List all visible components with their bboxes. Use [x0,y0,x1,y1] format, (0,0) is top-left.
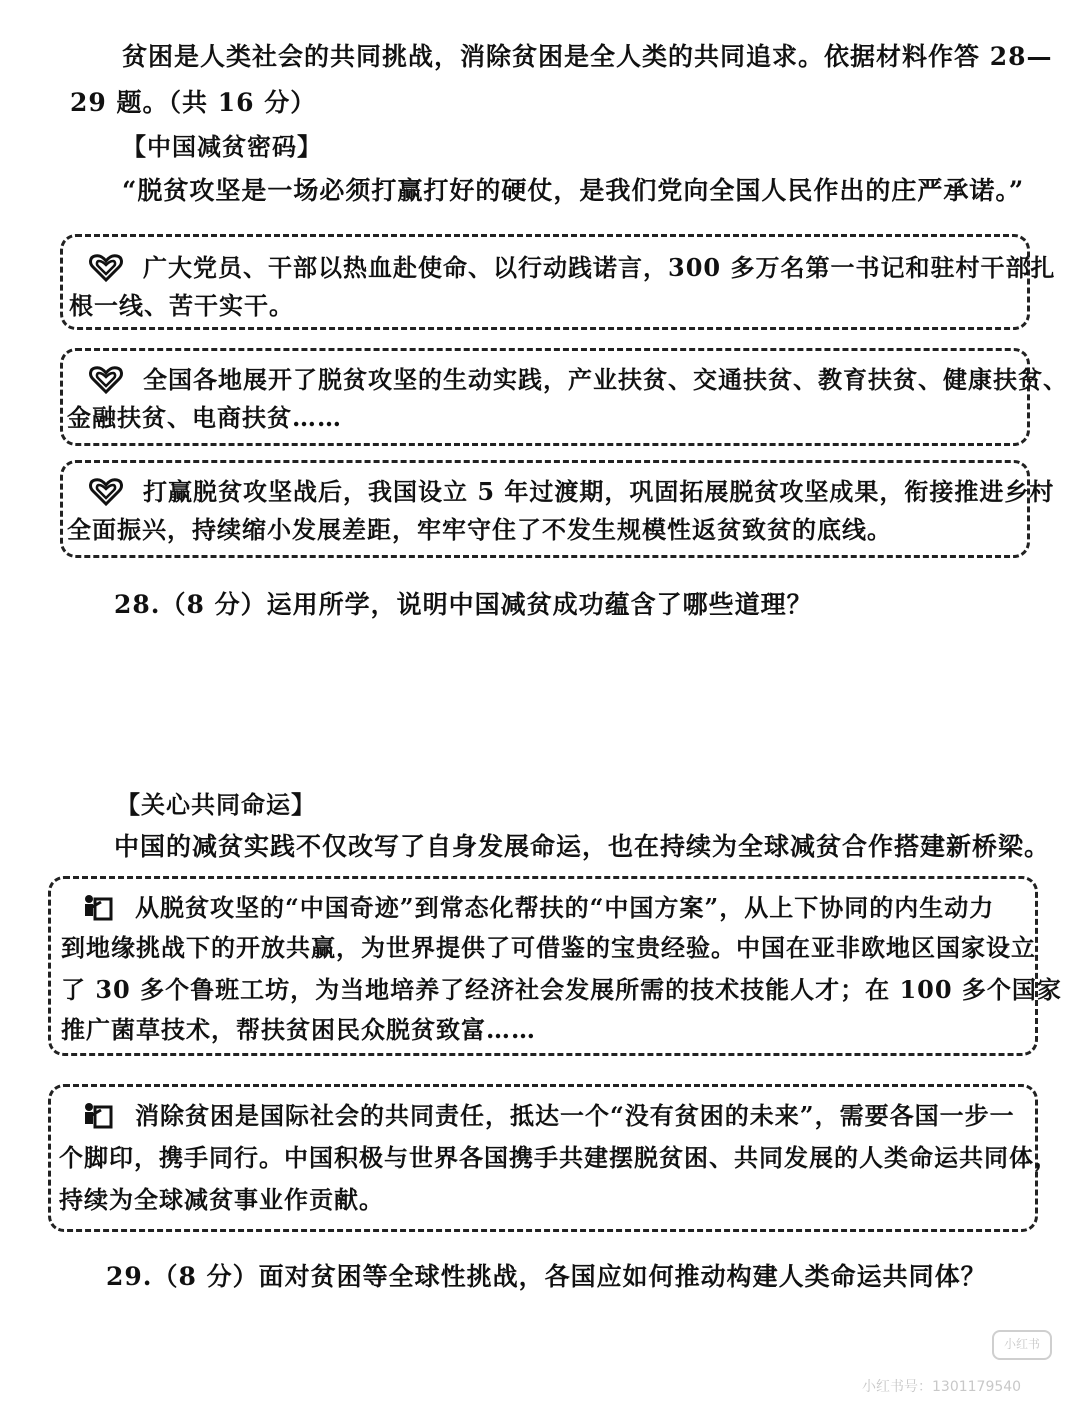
box1-line-2: 根一线、苦干实干。 [69,291,294,320]
watermark-text: 小红书号：1301179540 [862,1379,1022,1395]
intro-line-2: 29 题。（共 16 分） [70,88,317,117]
box4-line-3: 了 30 多个鲁班工坊，为当地培养了经济社会发展所需的技术技能人才；在 100 多个国家 [61,975,1062,1004]
box4-line-2: 到地缘挑战下的开放共赢，为世界提供了可借鉴的宝贵经验。中国在亚非欧地区国家设立 [61,933,1036,962]
speaker-icon [81,1101,115,1131]
material-box-3 [60,460,1055,558]
material-box-4 [48,876,1062,1056]
material-box-2 [60,348,1068,446]
speaker-icon [81,893,115,923]
section2-heading: 【关心共同命运】 [116,791,316,819]
section1-heading: 【中国减贫密码】 [122,133,322,161]
box2-line-1: 全国各地展开了脱贫攻坚的生动实践，产业扶贫、交通扶贫、教育扶贫、健康扶贫、 [143,365,1068,394]
heart-icon [89,477,123,507]
question-29: 29.（8 分）面对贫困等全球性挑战，各国应如何推动构建人类命运共同体？ [106,1262,987,1291]
section1-quote: “脱贫攻坚是一场必须打赢打好的硬仗，是我们党向全国人民作出的庄严承诺。” [122,176,1025,205]
box4-line-1: 从脱贫攻坚的“中国奇迹”到常态化帮扶的“中国方案”，从上下协同的内生动力 [135,893,995,922]
box5-line-3: 持续为全球减贫事业作贡献。 [59,1185,384,1214]
section2-intro: 中国的减贫实践不仅改写了自身发展命运，也在持续为全球减贫合作搭建新桥梁。 [114,832,1051,861]
box3-line-2: 全面振兴，持续缩小发展差距，牢牢守住了不发生规模性返贫致贫的底线。 [67,515,892,544]
box1-line-1: 广大党员、干部以热血赴使命、以行动践诺言，300 多万名第一书记和驻村干部扎 [143,253,1056,282]
box3-line-1: 打赢脱贫攻坚战后，我国设立 5 年过渡期，巩固拓展脱贫攻坚成果，衔接推进乡村 [143,477,1055,506]
box4-line-4: 推广菌草技术，帮扶贫困民众脱贫致富…… [61,1015,536,1044]
heart-icon [89,365,123,395]
box5-line-1: 消除贫困是国际社会的共同责任，抵达一个“没有贫困的未来”，需要各国一步一 [135,1101,1015,1130]
material-box-5 [48,1084,1059,1232]
heart-icon [89,253,123,283]
material-box-1 [60,234,1056,330]
question-28: 28.（8 分）运用所学，说明中国减贫成功蕴含了哪些道理？ [114,590,813,619]
watermark-logo: 小红书 [992,1330,1052,1360]
box5-line-2: 个脚印，携手同行。中国积极与世界各国携手共建摆脱贫困、共同发展的人类命运共同体， [59,1143,1059,1172]
intro-line-1: 贫困是人类社会的共同挑战，消除贫困是全人类的共同追求。依据材料作答 28— [122,42,1053,71]
box2-line-2: 金融扶贫、电商扶贫…… [67,403,342,432]
